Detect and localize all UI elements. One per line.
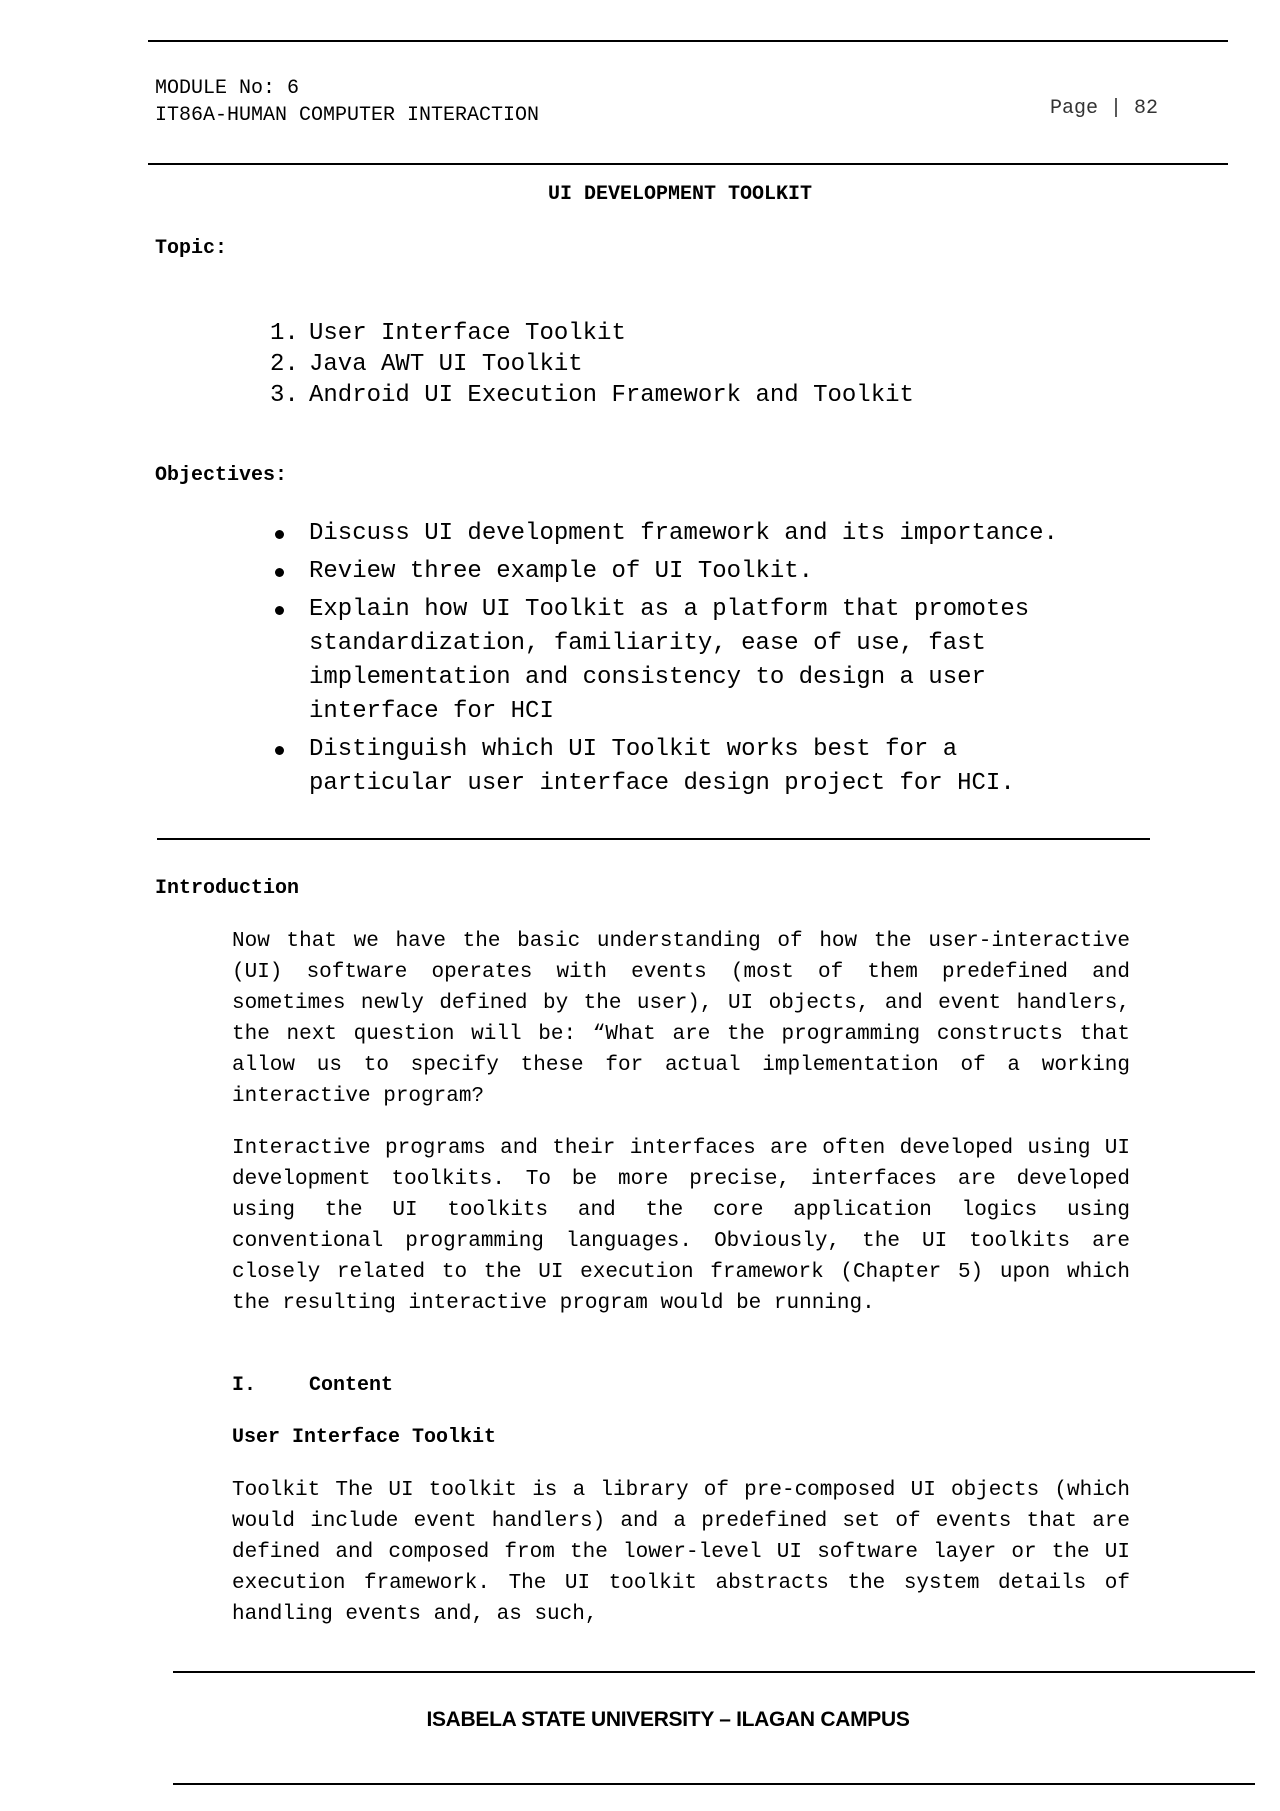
list-item — [270, 593, 1140, 729]
list-item — [270, 318, 914, 349]
introduction-paragraph-1: Now that we have the basic understanding of how the user-interactive (UI) software operates with events (most of them predefined and sometimes newly defined by the user), UI objects, and event handlers, the next question will be: “What are the programming constructs that allow us to specify these for actual implementation of a working interactive program? — [232, 930, 1130, 1108]
content-heading: Content — [309, 1374, 394, 1397]
introduction-label: Introduction — [155, 877, 300, 900]
list-item — [270, 349, 914, 380]
content-paragraph-1: Toolkit The UI toolkit is a library of pre-composed UI objects (which would include event handlers) and a predefined set of events that are defined and composed from the lower-level UI software layer or the UI execution framework. The UI toolkit abstracts the system details of handling events and, as such, — [232, 1479, 1130, 1626]
header-top-rule — [148, 40, 1228, 42]
list-item — [270, 380, 914, 411]
bullet-icon — [270, 593, 309, 729]
content-subheading: User Interface Toolkit — [232, 1426, 497, 1449]
list-text: Java AWT UI Toolkit — [309, 351, 583, 378]
section-divider — [157, 838, 1150, 840]
page-title: UI DEVELOPMENT TOOLKIT — [547, 183, 813, 206]
bullet-icon — [270, 555, 309, 589]
objectives-list — [270, 517, 1140, 805]
module-number: MODULE No: 6 — [155, 77, 300, 100]
list-text: Android UI Execution Framework and Toolkit — [309, 382, 914, 409]
list-item — [270, 517, 1140, 551]
list-text: Explain how UI Toolkit as a platform that promotes standardization, familiarity, ease of use, fast implementation and consistency to design a user interface for HCI — [309, 596, 1030, 725]
list-item — [270, 733, 1140, 801]
footer-bottom-rule — [173, 1783, 1255, 1785]
topic-list — [270, 318, 914, 411]
objectives-label: Objectives: — [155, 464, 288, 487]
bullet-icon — [270, 733, 309, 801]
bullet-icon — [270, 517, 309, 551]
introduction-paragraph-2: Interactive programs and their interfaces are often developed using UI development toolkits. To be more precise, interfaces are developed using the UI toolkits and the core application logics using conventional programming languages. Obviously, the UI toolkits are closely related to the UI execution framework (Chapter 5) upon which the resulting interactive program would be running. — [232, 1137, 1130, 1315]
header-bottom-rule — [148, 163, 1228, 165]
list-number: 1. — [270, 320, 299, 347]
list-text: Review three example of UI Toolkit. — [309, 558, 814, 585]
list-text: Discuss UI development framework and its importance. — [309, 520, 1058, 547]
footer-institution: ISABELA STATE UNIVERSITY – ILAGAN CAMPUS — [426, 1708, 910, 1731]
list-text: User Interface Toolkit — [309, 320, 626, 347]
list-text: Distinguish which UI Toolkit works best for a particular user interface design project for HCI. — [309, 736, 1015, 797]
footer-top-rule — [173, 1671, 1255, 1673]
section-numeral: I. — [232, 1374, 257, 1397]
list-item — [270, 555, 1140, 589]
list-number: 3. — [270, 382, 299, 409]
course-title: IT86A-HUMAN COMPUTER INTERACTION — [155, 104, 540, 127]
list-number: 2. — [270, 351, 299, 378]
topic-label: Topic: — [155, 237, 228, 260]
page-number: Page | 82 — [1050, 97, 1159, 120]
